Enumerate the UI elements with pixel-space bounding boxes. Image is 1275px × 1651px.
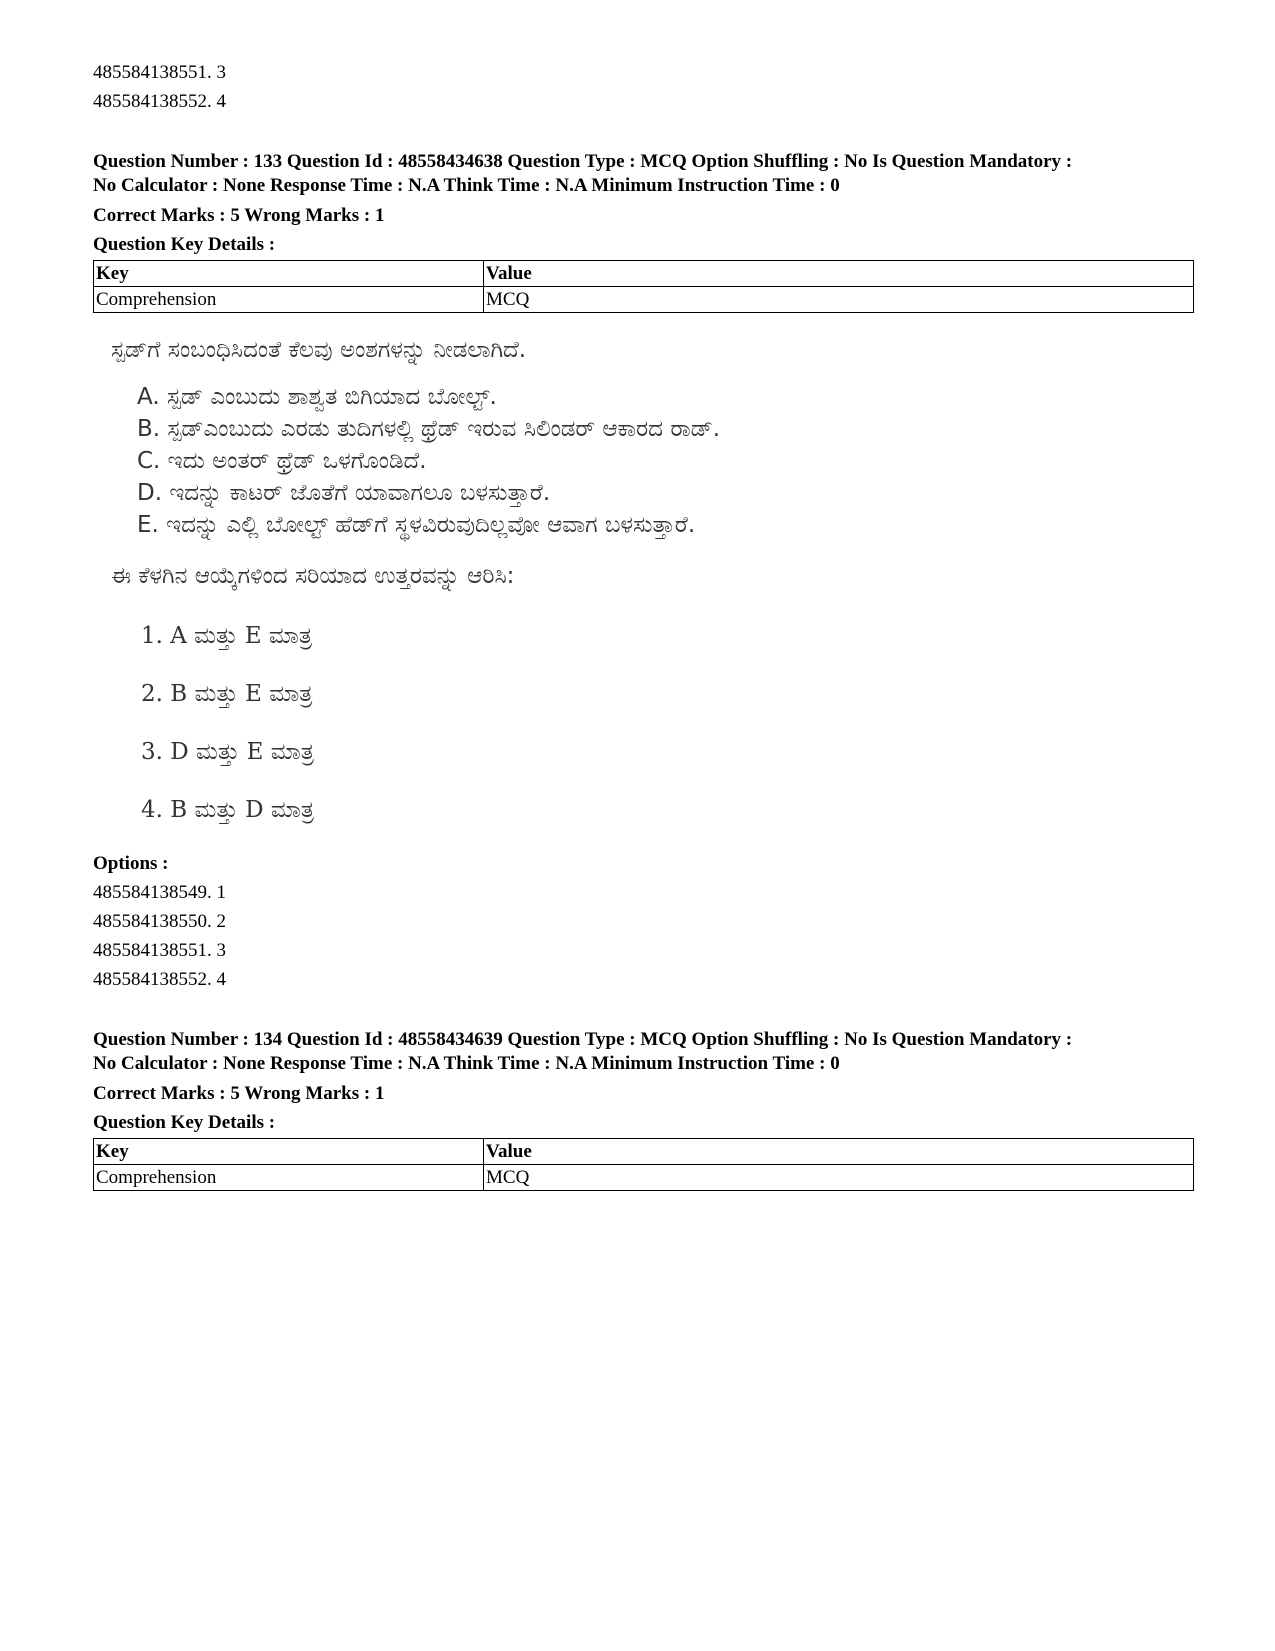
option-line: 485584138551. 3: [93, 940, 226, 961]
table-header-row: [94, 261, 1194, 287]
options-label: Options :: [93, 853, 169, 874]
table-header-row: [94, 1139, 1194, 1165]
question-133: [93, 150, 1193, 994]
question-header-line2: No Calculator : None Response Time : N.A Think Time : N.A Minimum Instruction Time : 0: [93, 175, 840, 196]
key-details-label: Question Key Details :: [93, 1112, 276, 1133]
table-header-value: Value: [484, 261, 1194, 287]
statement-a: A. ಸ್ಪಡ್ ಎಂಬುದು ಶಾಶ್ವತ ಬಿಗಿಯಾದ ಬೋಲ್ಟ್.: [137, 384, 497, 410]
answer-choice-1: 1. A ಮತ್ತು E ಮಾತ್ರ: [141, 623, 313, 649]
question-header: [93, 1028, 1193, 1076]
answer-choice-2: 2. B ಮತ್ತು E ಮಾತ್ರ: [141, 681, 313, 707]
question-134: [93, 1028, 1193, 1191]
table-cell-key: Comprehension: [94, 287, 484, 313]
marks-line: Correct Marks : 5 Wrong Marks : 1: [93, 1083, 385, 1104]
question-header: [93, 150, 1193, 198]
question-body-image: [111, 333, 1193, 839]
previous-options: [93, 58, 1193, 116]
statement-d: D. ಇದನ್ನು ಕಾಟರ್ ಜೊತೆಗೆ ಯಾವಾಗಲೂ ಬಳಸುತ್ತಾರೆ.: [137, 480, 551, 506]
table-cell-key: Comprehension: [94, 1165, 484, 1191]
option-line: 485584138551. 3: [93, 62, 226, 83]
table-header-key: Key: [94, 1139, 484, 1165]
answer-choice-4: 4. B ಮತ್ತು D ಮಾತ್ರ: [141, 797, 315, 823]
question-header-line1: Question Number : 134 Question Id : 48558434639 Question Type : MCQ Option Shuffling : No Is Question Mandatory :: [93, 1029, 1073, 1050]
option-line: 485584138552. 4: [93, 969, 226, 990]
table-cell-value: MCQ: [484, 287, 1194, 313]
answer-choice-3: 3. D ಮತ್ತು E ಮಾತ್ರ: [141, 739, 314, 765]
option-line: 485584138550. 2: [93, 911, 226, 932]
question-prompt: ಈ ಕೆಳಗಿನ ಆಯ್ಕೆಗಳಿಂದ ಸರಿಯಾದ ಉತ್ತರವನ್ನು ಆರಿಸಿ:: [111, 563, 515, 589]
question-header-line2: No Calculator : None Response Time : N.A Think Time : N.A Minimum Instruction Time : 0: [93, 1053, 840, 1074]
marks-line: Correct Marks : 5 Wrong Marks : 1: [93, 205, 385, 226]
key-details-table: [93, 260, 1194, 313]
options-list: [93, 878, 1193, 994]
option-line: 485584138552. 4: [93, 91, 226, 112]
statement-b: B. ಸ್ಪಡ್‌ಎಂಬುದು ಎರಡು ತುದಿಗಳಲ್ಲಿ ಥ್ರೆಡ್ ಇರುವ ಸಿಲಿಂಡರ್ ಆಕಾರದ ರಾಡ್.: [137, 416, 721, 442]
document-page: [93, 58, 1193, 1191]
key-details-table: [93, 1138, 1194, 1191]
table-row: [94, 287, 1194, 313]
option-line: 485584138549. 1: [93, 882, 226, 903]
table-cell-value: MCQ: [484, 1165, 1194, 1191]
table-header-key: Key: [94, 261, 484, 287]
question-intro: ಸ್ಪಡ್‌ಗೆ ಸಂಬಂಧಿಸಿದಂತೆ ಕೆಲವು ಅಂಶಗಳನ್ನು ನೀಡಲಾಗಿದೆ.: [111, 337, 527, 363]
table-row: [94, 1165, 1194, 1191]
question-header-line1: Question Number : 133 Question Id : 48558434638 Question Type : MCQ Option Shuffling : No Is Question Mandatory :: [93, 151, 1073, 172]
statement-c: C. ಇದು ಅಂತರ್ ಥ್ರೆಡ್ ಒಳಗೊಂಡಿದೆ.: [137, 448, 427, 474]
table-header-value: Value: [484, 1139, 1194, 1165]
key-details-label: Question Key Details :: [93, 234, 276, 255]
statement-e: E. ಇದನ್ನು ಎಲ್ಲಿ ಬೋಲ್ಟ್ ಹೆಡ್‌ಗೆ ಸ್ಥಳವಿರುವುದಿಲ್ಲವೋ ಆವಾಗ ಬಳಸುತ್ತಾರೆ.: [137, 512, 696, 538]
